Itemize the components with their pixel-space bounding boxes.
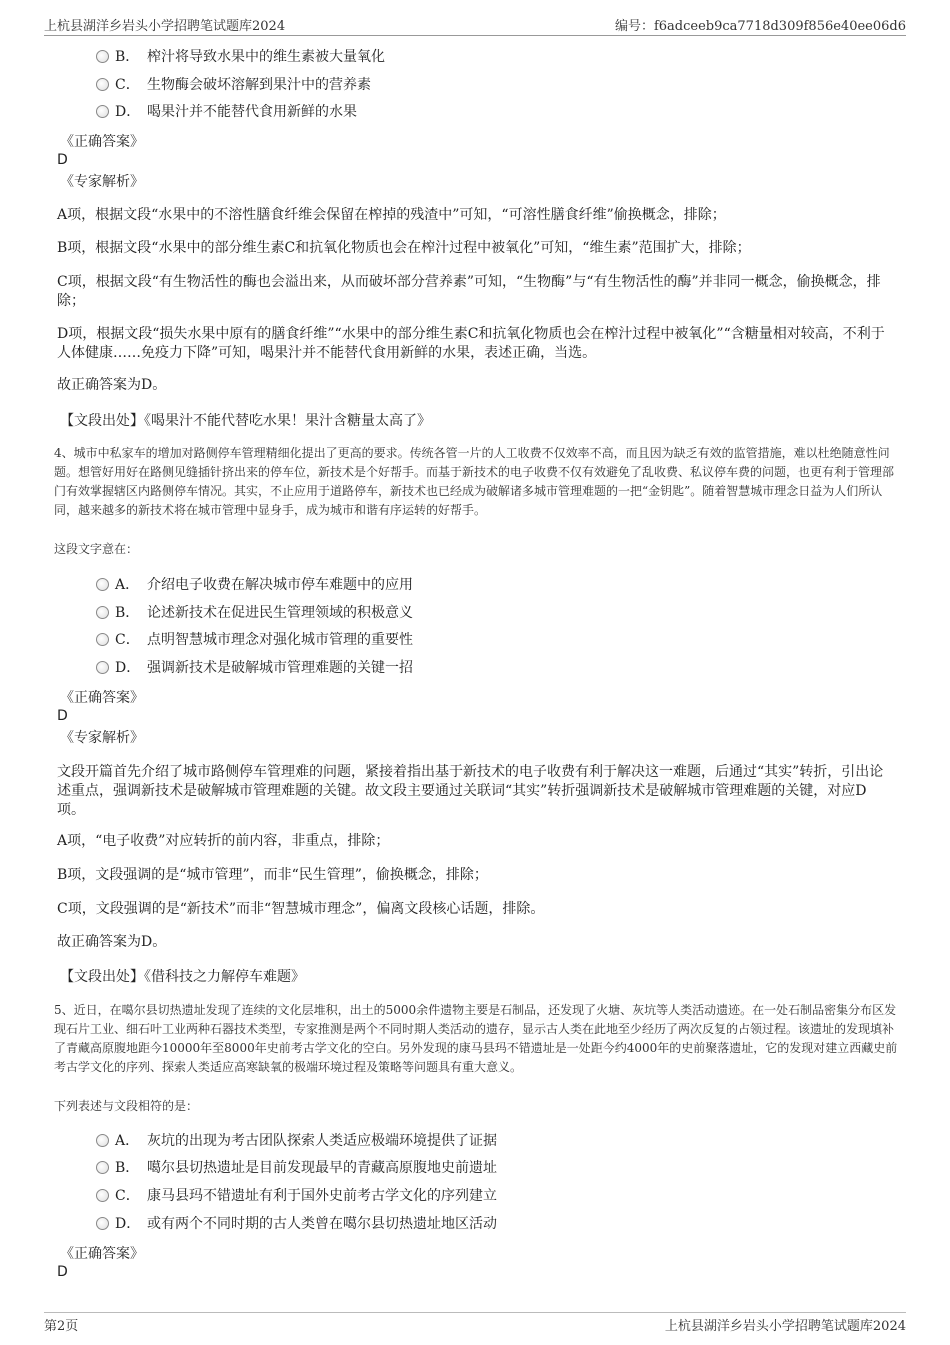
radio-icon[interactable] xyxy=(96,633,109,646)
q4-analysis-main: 文段开篇首先介绍了城市路侧停车管理难的问题，紧接着指出基于新技术的电子收费有利于解决这一难题，后通过“其实”转折，引出论述重点，强调新技术是破解城市管理难题的关键。故文段主要通过关联词“其实”转折强调新技术是破解城市管理难题的关键，对应D项。 xyxy=(57,764,884,818)
header-title: 上杭县湖洋乡岩头小学招聘笔试题库2024 xyxy=(44,19,286,34)
page-number: 第2页 xyxy=(44,1319,79,1334)
q3-analysis-b: B项，根据文段“水果中的部分维生素C和抗氧化物质也会在榨汁过程中被氧化”可知，“维生素”范围扩大，排除； xyxy=(57,240,751,256)
q4-option-c[interactable]: C． 点明智慧城市理念对强化城市管理的重要性 xyxy=(96,631,413,649)
page-header xyxy=(44,13,906,36)
q3-answer: D xyxy=(57,152,68,168)
q5-stem: 5、近日，在噶尔县切热遗址发现了连续的文化层堆积，出土的5000余件遗物主要是石制品，还发现了火塘、灰坑等人类活动遗迹。在一处石制品密集分布区发现石片工业、细石叶工业两种石器技术类型，专家推测是两个不同时期人类活动的遗存，显示古人类在此地至少经历了两次反复的占领过程。该遗址的发现填补了青藏高原腹地距今10000年至8000年史前考古学文化的空白。另外发现的康马县玛不错遗址是一处距今约4000年的史前聚落遗址，它的发现对建立西藏史前考古学文化的序列、探索人类适应高寒缺氧的极端环境过程及策略等问题具有重大意义。 xyxy=(54,1003,898,1074)
radio-icon[interactable] xyxy=(96,1134,109,1147)
q3-analysis-a: A项，根据文段“水果中的不溶性膳食纤维会保留在榨掉的残渣中”可知，“可溶性膳食纤维”偷换概念，排除； xyxy=(57,207,726,223)
q3-answer-label: 《正确答案》 xyxy=(60,134,144,150)
q3-analysis-c: C项，根据文段“有生物活性的酶也会溢出来，从而破坏部分营养素”可知，“生物酶”与“有生物活性的酶”并非同一概念，偷换概念，排除； xyxy=(57,274,881,309)
page-footer xyxy=(44,1312,906,1335)
radio-icon[interactable] xyxy=(96,578,109,591)
q4-option-a[interactable]: A． 介绍电子收费在解决城市停车难题中的应用 xyxy=(96,576,413,594)
radio-icon[interactable] xyxy=(96,78,109,91)
q3-option-b[interactable]: B． 榨汁将导致水果中的维生素被大量氧化 xyxy=(96,48,385,66)
footer-title: 上杭县湖洋乡岩头小学招聘笔试题库2024 xyxy=(664,1319,906,1334)
radio-icon[interactable] xyxy=(96,1217,109,1230)
radio-icon[interactable] xyxy=(96,1189,109,1202)
q5-option-c[interactable]: C． 康马县玛不错遗址有利于国外史前考古学文化的序列建立 xyxy=(96,1187,497,1205)
q4-answer-label: 《正确答案》 xyxy=(60,690,144,706)
q3-option-c[interactable]: C． 生物酶会破坏溶解到果汁中的营养素 xyxy=(96,76,371,94)
q3-option-d[interactable]: D． 喝果汁并不能替代食用新鲜的水果 xyxy=(96,103,357,121)
q5-option-a[interactable]: A． 灰坑的出现为考古团队探索人类适应极端环境提供了证据 xyxy=(96,1132,497,1150)
radio-icon[interactable] xyxy=(96,105,109,118)
q5-answer: D xyxy=(57,1264,68,1280)
q4-answer: D xyxy=(57,708,68,724)
q4-analysis-c: C项，文段强调的是“新技术”而非“智慧城市理念”，偏离文段核心话题，排除。 xyxy=(57,901,545,917)
radio-icon[interactable] xyxy=(96,50,109,63)
q5-prompt: 下列表述与文段相符的是： xyxy=(54,1099,199,1113)
q4-analysis-b: B项，文段强调的是“城市管理”，而非“民生管理”，偷换概念，排除； xyxy=(57,867,488,883)
q5-option-d[interactable]: D． 或有两个不同时期的古人类曾在噶尔县切热遗址地区活动 xyxy=(96,1215,497,1233)
header-id: 编号：f6adceeb9ca7718d309f856e40ee06d6 xyxy=(614,19,906,34)
q4-prompt: 这段文字意在： xyxy=(54,542,139,556)
q5-answer-label: 《正确答案》 xyxy=(60,1246,144,1262)
radio-icon[interactable] xyxy=(96,661,109,674)
q3-analysis-label: 《专家解析》 xyxy=(60,174,144,190)
q5-option-b[interactable]: B． 噶尔县切热遗址是目前发现最早的青藏高原腹地史前遗址 xyxy=(96,1159,497,1177)
radio-icon[interactable] xyxy=(96,606,109,619)
q4-stem: 4、城市中私家车的增加对路侧停车管理精细化提出了更高的要求。传统各管一片的人工收费不仅效率不高，而且因为缺乏有效的监管措施，难以杜绝随意性问题。想管好用好在路侧见缝插针挤出来的停车位，新技术是个好帮手。而基于新技术的电子收费不仅有效避免了乱收费、私议停车费的问题，也更有利于管理部门有效掌握辖区内路侧停车情况。其实，不止应用于道路停车，新技术也已经成为破解诸多城市管理难题的一把“金钥匙”。随着智慧城市理念日益为人们所认同，越来越多的新技术将在城市管理中显身手，成为城市和谐有序运转的好帮手。 xyxy=(54,446,895,517)
q3-conclusion: 故正确答案为D。 xyxy=(57,377,167,393)
q3-source: 【文段出处】《喝果汁不能代替吃水果！果汁含糖量太高了》 xyxy=(60,413,431,429)
radio-icon[interactable] xyxy=(96,1161,109,1174)
q4-source: 【文段出处】《借科技之力解停车难题》 xyxy=(60,969,305,985)
q4-option-d[interactable]: D． 强调新技术是破解城市管理难题的关键一招 xyxy=(96,659,413,677)
q4-analysis-label: 《专家解析》 xyxy=(60,730,144,746)
q4-conclusion: 故正确答案为D。 xyxy=(57,934,167,950)
q3-analysis-d: D项，根据文段“损失水果中原有的膳食纤维”“水果中的部分维生素C和抗氧化物质也会在榨汁过程中被氧化”“含糖量相对较高，不利于人体健康……免疫力下降”可知，喝果汁并不能替代食用新鲜的水果，表述正确，当选。 xyxy=(57,326,885,361)
q4-analysis-a: A项，“电子收费”对应转折的前内容，非重点，排除； xyxy=(57,833,390,849)
q4-option-b[interactable]: B． 论述新技术在促进民生管理领域的积极意义 xyxy=(96,604,413,622)
